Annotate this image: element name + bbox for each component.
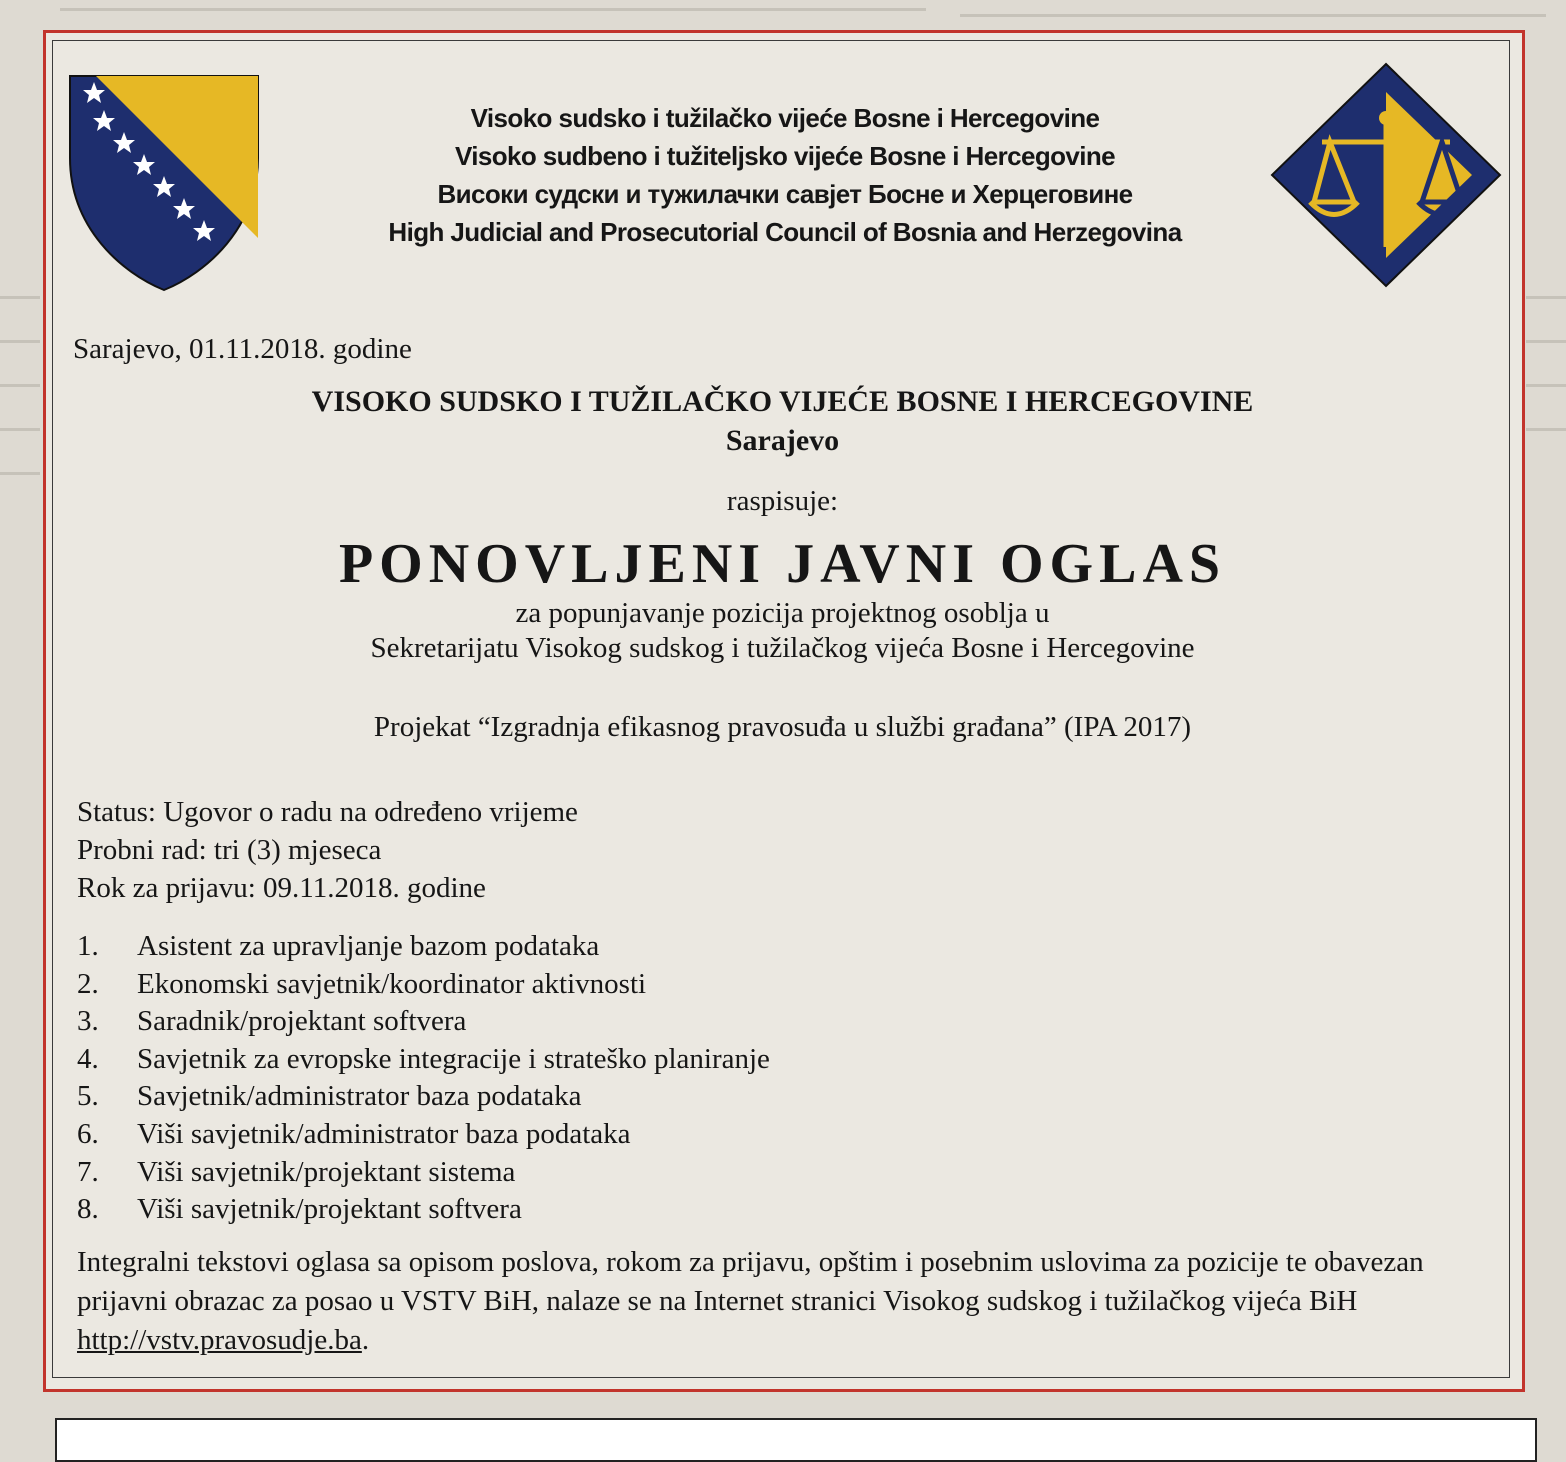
subtitle-line-2: Sekretarijatu Visokog sudskog i tužilačkog vijeća Bosne i Hercegovine xyxy=(370,632,1195,664)
list-item: 5. Savjetnik/administrator baza podataka xyxy=(77,1080,582,1113)
list-item: 3. Saradnik/projektant softvera xyxy=(77,1005,467,1038)
coat-of-arms-icon xyxy=(66,68,262,292)
footer-text: Integralni tekstovi oglasa sa opisom poslova, rokom za prijavu, opštim i posebnim uslovima za pozicije te obavezan prijavni obrazac za posao u VSTV BiH, nalaze se na Internet stranici Visokog sudskog i tužilačkog vijeća BiH xyxy=(77,1246,1424,1317)
header-line-croatian: Visoko sudbeno i tužiteljsko vijeće Bosne i Hercegovine xyxy=(454,141,1116,171)
website-link[interactable]: http://vstv.pravosudje.ba xyxy=(77,1324,362,1356)
header-line-bosnian: Visoko sudsko i tužilačko vijeće Bosne i Hercegovine xyxy=(470,103,1100,133)
header-line-english: High Judicial and Prosecutorial Council of Bosnia and Herzegovina xyxy=(388,217,1182,247)
org-name: VISOKO SUDSKO I TUŽILAČKO VIJEĆE BOSNE I HERCEGOVINE xyxy=(311,385,1254,418)
header-line-serbian: Високи судски и тужилачки савјет Босне и Херцеговине xyxy=(437,179,1133,209)
list-item: 2. Ekonomski savjetnik/koordinator aktivnosti xyxy=(77,967,647,1000)
subtitle-line-1: za popunjavanje pozicija projektnog osoblja u xyxy=(515,597,1050,629)
project-name: Projekat “Izgradnja efikasnog pravosuđa u službi građana” (IPA 2017) xyxy=(373,711,1192,743)
list-item: 1. Asistent za upravljanje bazom podataka xyxy=(77,930,600,962)
status-line: Status: Ugovor o radu na određeno vrijeme xyxy=(77,796,578,828)
ad-meta xyxy=(77,793,578,907)
org-city: Sarajevo xyxy=(725,424,840,457)
ad-title: PONOVLJENI JAVNI OGLAS xyxy=(338,533,1227,595)
footer-end: . xyxy=(361,1324,370,1356)
deadline-line: Rok za prijavu: 09.11.2018. godine xyxy=(77,872,486,904)
positions-list xyxy=(77,928,770,1229)
probation-line: Probni rad: tri (3) mjeseca xyxy=(77,834,382,866)
footer-paragraph xyxy=(77,1243,1507,1360)
next-ad-border xyxy=(55,1418,1537,1462)
council-header xyxy=(260,99,1310,251)
publication-date: Sarajevo, 01.11.2018. godine xyxy=(73,333,412,365)
list-item: 7. Viši savjetnik/projektant sistema xyxy=(77,1155,516,1188)
list-item: 6. Viši savjetnik/administrator baza podataka xyxy=(77,1117,631,1150)
announces-label: raspisuje: xyxy=(726,485,839,517)
list-item: 8. Viši savjetnik/projektant softvera xyxy=(77,1193,522,1226)
list-item: 4. Savjetnik za evropske integracije i strateško planiranje xyxy=(77,1042,770,1075)
